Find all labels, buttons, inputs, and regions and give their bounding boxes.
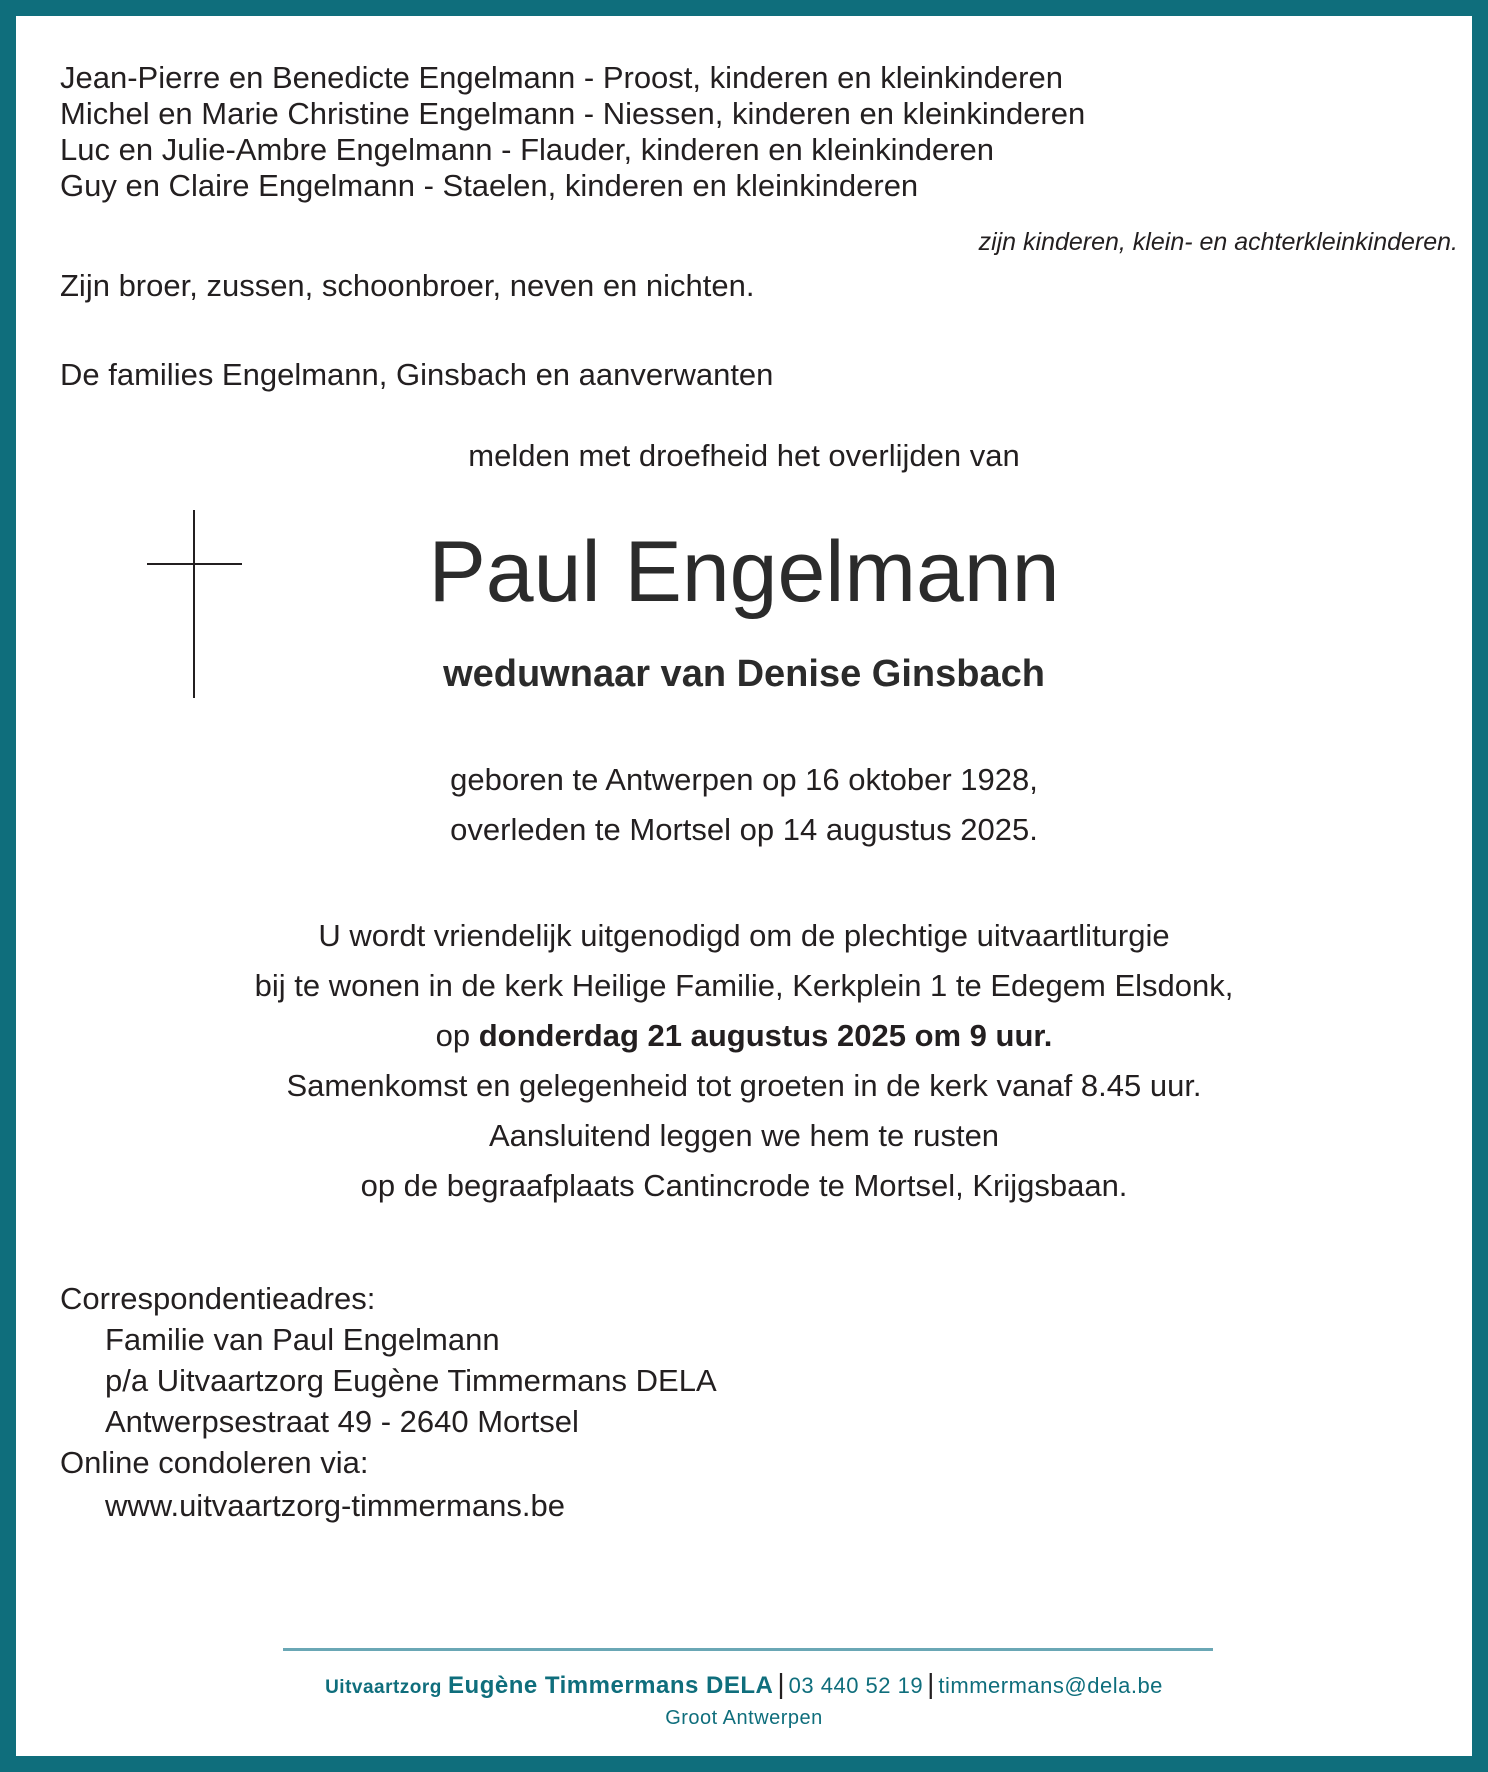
footer-phone[interactable]: 03 440 52 19 bbox=[788, 1673, 924, 1698]
footer-contact bbox=[0, 1668, 1488, 1700]
footer-separator: | bbox=[927, 1668, 935, 1699]
footer-separator: | bbox=[777, 1668, 785, 1699]
siblings-line: Zijn broer, zussen, schoonbroer, neven en nichten. bbox=[60, 268, 755, 303]
family-line: Luc en Julie-Ambre Engelmann - Flauder, kinderen en kleinkinderen bbox=[60, 132, 994, 167]
footer-company-name: Eugène Timmermans DELA bbox=[448, 1672, 774, 1699]
online-label: Online condoleren via: bbox=[60, 1445, 369, 1480]
ceremony-date: donderdag 21 augustus 2025 om 9 uur. bbox=[478, 1018, 1053, 1053]
family-line: Guy en Claire Engelmann - Staelen, kinderen en kleinkinderen bbox=[60, 168, 919, 203]
widower-of: weduwnaar van Denise Ginsbach bbox=[443, 653, 1045, 695]
ceremony-line: Aansluitend leggen we hem te rusten bbox=[488, 1118, 1000, 1153]
announcement: melden met droefheid het overlijden van bbox=[468, 438, 1020, 473]
correspondence-label: Correspondentieadres: bbox=[60, 1281, 376, 1316]
footer-divider bbox=[283, 1648, 1213, 1651]
deceased-name: Paul Engelmann bbox=[428, 524, 1060, 620]
correspondence-care-of: p/a Uitvaartzorg Eugène Timmermans DELA bbox=[105, 1363, 717, 1398]
correspondence-address: Antwerpsestraat 49 - 2640 Mortsel bbox=[105, 1404, 579, 1439]
kids-note: zijn kinderen, klein- en achterkleinkinderen. bbox=[978, 228, 1458, 256]
ceremony-line: Samenkomst en gelegenheid tot groeten in de kerk vanaf 8.45 uur. bbox=[286, 1068, 1202, 1103]
family-line: Michel en Marie Christine Engelmann - Niessen, kinderen en kleinkinderen bbox=[60, 96, 1086, 131]
correspondence-name: Familie van Paul Engelmann bbox=[105, 1322, 500, 1357]
ceremony-date-line bbox=[0, 1018, 1488, 1054]
ceremony-line: U wordt vriendelijk uitgenodigd om de plechtige uitvaartliturgie bbox=[318, 918, 1170, 953]
family-line: Jean-Pierre en Benedicte Engelmann - Proost, kinderen en kleinkinderen bbox=[60, 60, 1063, 95]
ceremony-date-prefix: op bbox=[435, 1018, 479, 1053]
born-line: geboren te Antwerpen op 16 oktober 1928, bbox=[450, 762, 1038, 797]
ceremony-line: bij te wonen in de kerk Heilige Familie, Kerkplein 1 te Edegem Elsdonk, bbox=[254, 968, 1234, 1003]
footer-region: Groot Antwerpen bbox=[665, 1707, 823, 1729]
died-line: overleden te Mortsel op 14 augustus 2025. bbox=[450, 812, 1038, 847]
relatives-line: De families Engelmann, Ginsbach en aanverwanten bbox=[60, 357, 774, 392]
footer-email[interactable]: timmermans@dela.be bbox=[938, 1673, 1163, 1698]
online-url[interactable]: www.uitvaartzorg-timmermans.be bbox=[105, 1488, 565, 1523]
ceremony-line: op de begraafplaats Cantincrode te Mortsel, Krijgsbaan. bbox=[360, 1168, 1128, 1203]
footer-company-prefix: Uitvaartzorg bbox=[325, 1677, 442, 1698]
